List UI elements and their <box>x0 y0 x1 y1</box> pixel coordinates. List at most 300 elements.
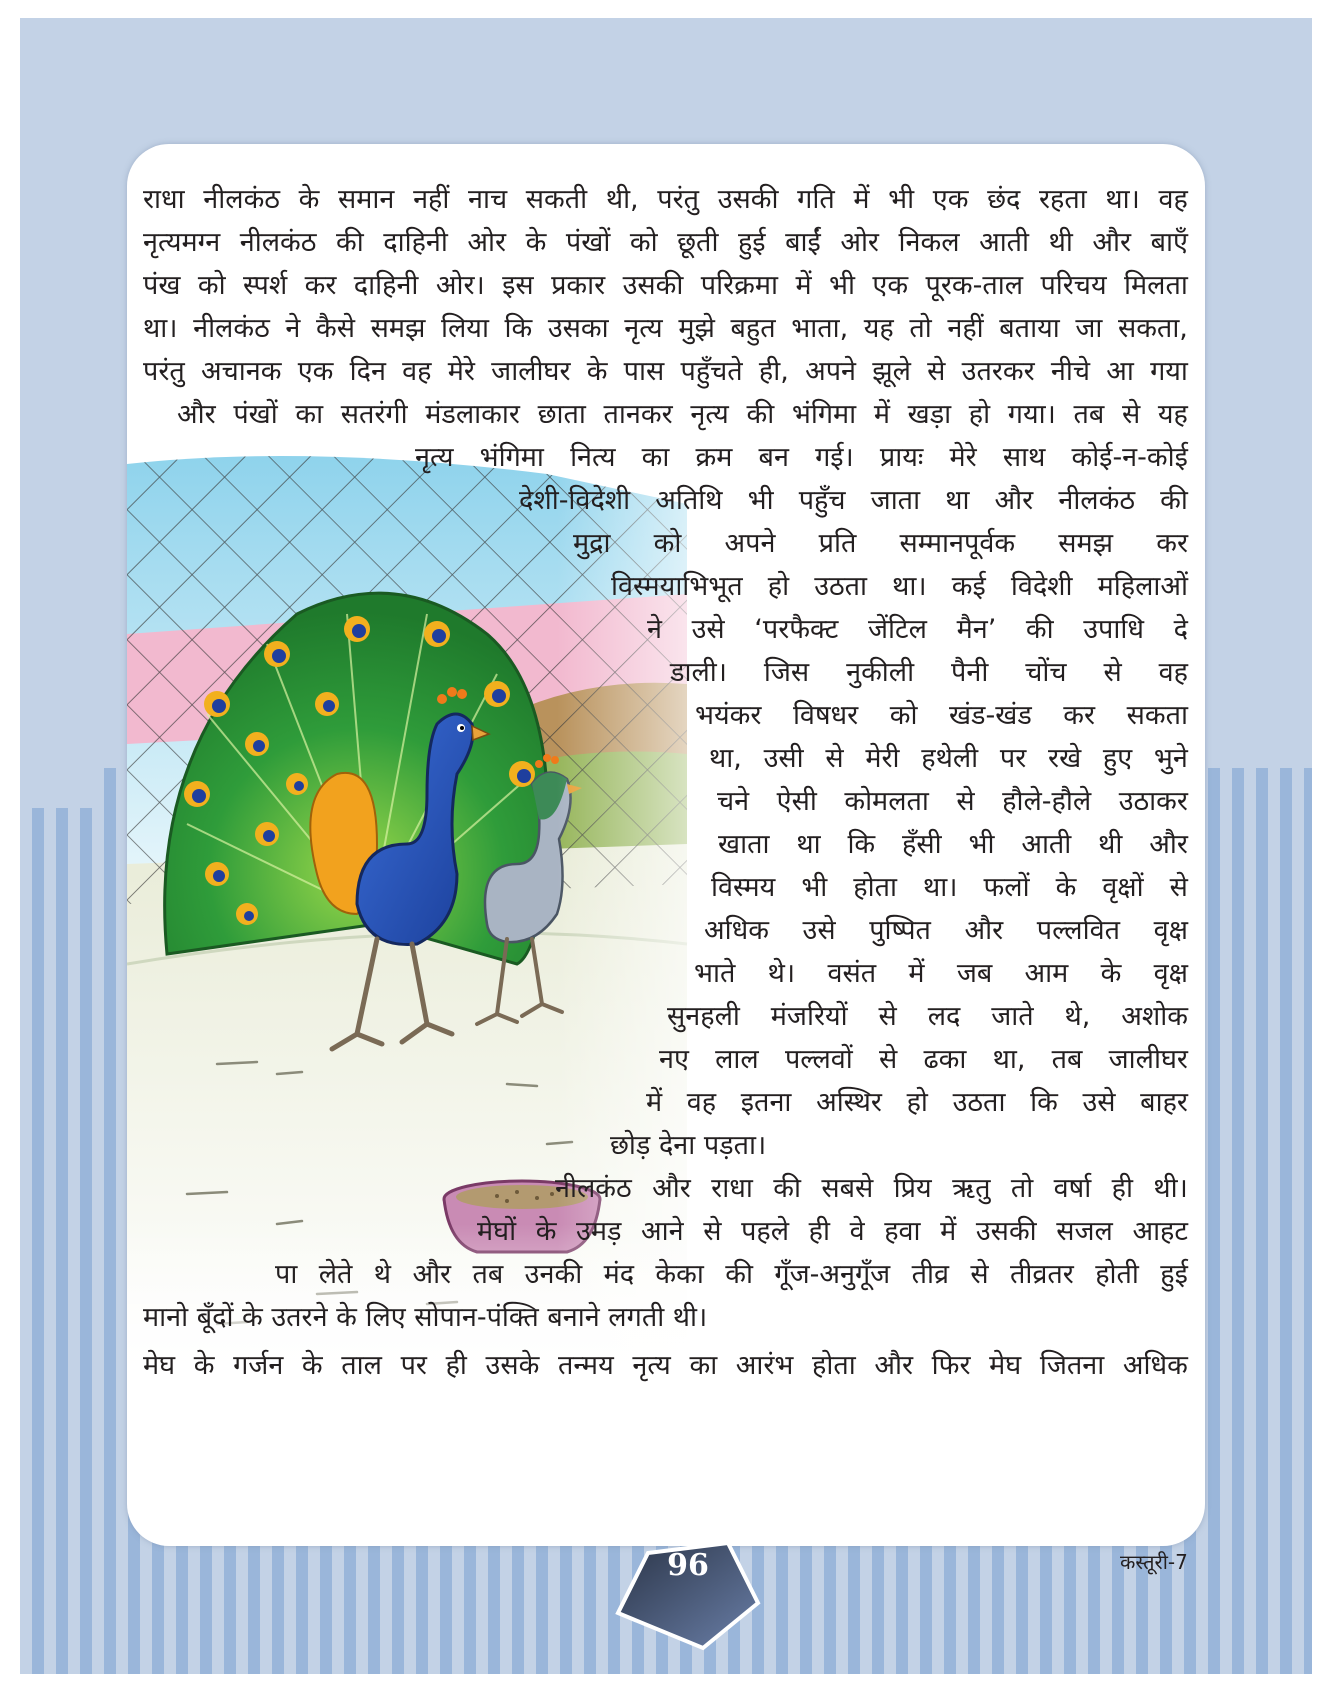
word: पहले <box>741 1216 790 1247</box>
word: हौले-हौले <box>1002 786 1092 817</box>
word: कर <box>1063 700 1096 731</box>
word: दाहिनी <box>353 270 419 301</box>
word: से <box>970 1259 989 1290</box>
word: प्रकार <box>551 270 606 301</box>
word: नीलकंठ <box>203 184 280 215</box>
word: को <box>889 700 918 731</box>
text-line <box>704 909 1188 953</box>
word: जेंटिल <box>868 614 927 645</box>
word: परंतु <box>143 356 185 387</box>
word: नित्य <box>570 442 616 473</box>
word: होती <box>1095 1259 1139 1290</box>
word: हवा <box>884 1216 921 1247</box>
word: गया। <box>1007 399 1056 430</box>
word: था, <box>992 1044 1026 1075</box>
word: जिस <box>763 657 810 688</box>
word: में <box>908 958 925 989</box>
word: बाईं <box>785 227 821 258</box>
word: आरंभ <box>735 1350 794 1381</box>
word: यह <box>1157 399 1188 430</box>
word: बताया <box>999 313 1060 344</box>
text-line <box>718 823 1188 867</box>
word: मेघ <box>143 1350 176 1381</box>
word: और <box>994 485 1034 516</box>
word: ओर <box>467 227 507 258</box>
text-line <box>670 651 1188 695</box>
word: झूले <box>872 356 911 387</box>
word: सकता, <box>1117 313 1188 344</box>
word: नृत्यमग्न <box>143 227 221 258</box>
word: आहट <box>1132 1216 1188 1247</box>
word: थी। <box>1153 1173 1188 1204</box>
word: तब <box>1051 1044 1083 1075</box>
word: हो <box>906 1087 928 1118</box>
word: मेघ <box>989 1350 1022 1381</box>
word: से <box>1121 399 1141 430</box>
word: दिन <box>349 356 386 387</box>
word: आने <box>641 1216 684 1247</box>
word: कर <box>1156 528 1188 559</box>
word: मेरे <box>949 442 977 473</box>
word: तो <box>1010 1173 1034 1204</box>
word: विषधर <box>792 700 859 731</box>
word: तीव्रतर <box>1010 1259 1074 1290</box>
word: नीलकंठ <box>193 313 270 344</box>
word: फिर <box>931 1350 971 1381</box>
word: नहीं <box>413 184 450 215</box>
wire-mesh-fence-icon <box>127 444 128 445</box>
text-line <box>143 221 1188 265</box>
word: होता <box>812 1350 856 1381</box>
word: के <box>1100 958 1122 989</box>
word: ढका <box>923 1044 967 1075</box>
word: मुद्रा <box>573 528 611 559</box>
word: तन्मय <box>557 1350 614 1381</box>
word: नृत्य <box>415 442 454 473</box>
text-line: मानो बूँदों के उतरने के लिए सोपान-पंक्ति बनाने लगती थी। <box>143 1302 708 1333</box>
word: बाएँ <box>1150 227 1188 258</box>
word: मंद <box>603 1259 635 1290</box>
word: परिक्रमा <box>700 270 779 301</box>
word: ही <box>445 1350 467 1381</box>
word: से <box>825 743 844 774</box>
word: छंद <box>987 184 1021 215</box>
word: था <box>945 485 970 516</box>
word: नृत्य <box>632 1350 671 1381</box>
word: पर <box>400 1350 427 1381</box>
word: कोमलता <box>844 786 929 817</box>
word: पास <box>623 356 665 387</box>
word: प्रिय <box>893 1173 932 1204</box>
text-line <box>143 307 1188 351</box>
word: ने <box>647 614 662 645</box>
word: विदेशी <box>1010 571 1073 602</box>
word: थी <box>1048 227 1073 258</box>
word: राधा <box>143 184 185 215</box>
word: की <box>335 227 364 258</box>
page-number: 96 <box>667 1548 709 1583</box>
word: और <box>412 1259 452 1290</box>
word: गति <box>797 184 835 215</box>
word: पंखों <box>565 227 611 258</box>
word: के <box>535 1216 557 1247</box>
word: और <box>1092 227 1132 258</box>
word: तानकर <box>603 399 673 430</box>
word: साथ <box>1002 442 1046 473</box>
word: पहुँचते <box>680 356 743 387</box>
word: का <box>295 399 324 430</box>
word: नहीं <box>947 313 984 344</box>
word: फलों <box>983 872 1030 903</box>
word: थे। <box>767 958 796 989</box>
word: तो <box>909 313 932 344</box>
word: नृत्य <box>690 399 729 430</box>
word: हुई <box>737 227 766 258</box>
word: वे <box>849 1216 865 1247</box>
text-line <box>143 178 1188 222</box>
word: एक <box>932 184 969 215</box>
word: वृक्ष <box>1153 915 1188 946</box>
text-line <box>477 1210 1188 1254</box>
word: उसी <box>763 743 804 774</box>
word: कि <box>1030 1087 1058 1118</box>
word: परंतु <box>657 184 700 215</box>
word: उसके <box>485 1350 540 1381</box>
word: वृक्षों <box>1102 872 1144 903</box>
word: रखे <box>1048 743 1082 774</box>
word: मैन’ <box>956 614 997 645</box>
word: हथेली <box>921 743 979 774</box>
word: नाच <box>468 184 508 215</box>
word: वृक्ष <box>1153 958 1188 989</box>
word: केका <box>655 1259 704 1290</box>
word: से <box>927 356 946 387</box>
word: नीचे <box>1050 356 1091 387</box>
word: के <box>1055 872 1077 903</box>
word: लिया <box>440 313 489 344</box>
word: अचानक <box>201 356 282 387</box>
word: ओर <box>840 227 879 258</box>
word: ही, <box>758 356 789 387</box>
word: उठता <box>952 1087 1006 1118</box>
word: बाहर <box>1140 1087 1188 1118</box>
word: उमड़ <box>576 1216 622 1247</box>
word: और <box>1149 829 1188 860</box>
word: अधिक <box>1122 1350 1188 1381</box>
word: और <box>964 915 1004 946</box>
word: भंगिमा <box>791 399 857 430</box>
word: अधिक <box>704 915 769 946</box>
word: जाता <box>870 485 921 516</box>
word: तब <box>1073 399 1105 430</box>
word: ‘परफैक्ट <box>754 614 839 645</box>
text-line <box>695 694 1188 738</box>
word: पहुँच <box>798 485 846 516</box>
word: एक <box>872 270 909 301</box>
word: थे, <box>1064 1001 1091 1032</box>
word: नृत्य <box>624 313 663 344</box>
word: छाता <box>537 399 586 430</box>
word: और <box>652 1173 691 1204</box>
word: था, <box>709 743 742 774</box>
word: समझ <box>1058 528 1114 559</box>
word: नीलकंठ <box>1058 485 1136 516</box>
word: जालीघर <box>1108 1044 1188 1075</box>
word: मंडलाकार <box>425 399 520 430</box>
text-line <box>573 522 1188 566</box>
word: तीव्र <box>911 1259 949 1290</box>
text-line <box>415 436 1188 480</box>
word: एक <box>297 356 334 387</box>
word: सजल <box>1056 1216 1113 1247</box>
word: दे <box>1173 614 1188 645</box>
text-line <box>555 1167 1188 1211</box>
text-line <box>177 393 1188 437</box>
text-line <box>694 952 1188 996</box>
text-line <box>611 565 1188 609</box>
word: पंखों <box>233 399 278 430</box>
text-line <box>143 1344 1188 1388</box>
word: गर्जन <box>233 1350 284 1381</box>
word: सबसे <box>821 1173 874 1204</box>
word: थी <box>1098 829 1123 860</box>
word: हो <box>767 571 790 602</box>
word: हुए <box>1102 743 1133 774</box>
word: भी <box>888 184 915 215</box>
word: वह <box>1158 657 1188 688</box>
word: आम <box>1024 958 1069 989</box>
word: पंख <box>143 270 181 301</box>
textbook-page <box>20 18 1312 1674</box>
word: वह <box>402 356 432 387</box>
word: में <box>853 184 870 215</box>
word: से <box>956 786 975 817</box>
word: उसकी <box>622 270 684 301</box>
word: और <box>874 1350 914 1381</box>
word: गया <box>1150 356 1188 387</box>
text-line <box>709 737 1188 781</box>
content-card <box>127 144 1205 1546</box>
text-line <box>143 350 1188 394</box>
word: कि <box>504 313 533 344</box>
word: था <box>796 829 821 860</box>
word: अपने <box>805 356 857 387</box>
word: लेते <box>318 1259 353 1290</box>
text-line <box>275 1253 1188 1297</box>
word: से <box>878 1001 897 1032</box>
word: डाली। <box>670 657 727 688</box>
word: भी <box>829 270 855 301</box>
word: ही <box>808 1216 830 1247</box>
word: भाते <box>694 958 736 989</box>
word: मेरी <box>865 743 900 774</box>
word: राधा <box>711 1173 753 1204</box>
word: प्रायः <box>879 442 924 473</box>
word: से <box>878 1044 898 1075</box>
word: छूती <box>677 227 719 258</box>
word: आती <box>1021 829 1072 860</box>
word: ओर। <box>435 270 485 301</box>
word: रहता <box>1039 184 1087 215</box>
word: भी <box>968 829 995 860</box>
word: नए <box>659 1044 689 1075</box>
word: वह <box>686 1087 717 1118</box>
word: था। <box>922 872 958 903</box>
word: भी <box>747 485 774 516</box>
word: ने <box>285 313 301 344</box>
word: के <box>586 356 608 387</box>
word: आती <box>979 227 1030 258</box>
word: में <box>873 399 890 430</box>
text-line <box>646 1081 1188 1125</box>
word: स्पर्श <box>242 270 288 301</box>
word: लद <box>927 1001 961 1032</box>
word: इस <box>502 270 534 301</box>
word: कि <box>847 829 876 860</box>
word: अपने <box>724 528 776 559</box>
word: भंगिमा <box>479 442 544 473</box>
word: ही <box>1111 1173 1134 1204</box>
word: क्रम <box>695 442 733 473</box>
word: की <box>1160 485 1188 516</box>
word: और <box>177 399 216 430</box>
word: उसे <box>1082 1087 1116 1118</box>
word: का <box>641 442 670 473</box>
word: हँसी <box>902 829 942 860</box>
word: उसकी <box>975 1216 1037 1247</box>
word: तब <box>472 1259 504 1290</box>
word: मंजरियों <box>770 1001 848 1032</box>
word: पा <box>275 1259 298 1290</box>
text-line: छोड़ देना पड़ता। <box>610 1130 767 1161</box>
word: सम्मानपूर्वक <box>899 528 1016 559</box>
word: उसका <box>547 313 609 344</box>
word: हुई <box>1160 1259 1188 1290</box>
word: उनकी <box>524 1259 583 1290</box>
word: विस्मयाभिभूत <box>611 571 743 602</box>
word: जब <box>956 958 993 989</box>
word: पल्लवित <box>1036 915 1120 946</box>
text-line <box>659 1038 1188 1082</box>
word: लाल <box>715 1044 759 1075</box>
word: में <box>795 270 812 301</box>
word: के <box>525 227 547 258</box>
word: कर <box>304 270 337 301</box>
word: का <box>689 1350 718 1381</box>
word: कई <box>951 571 986 602</box>
text-line <box>667 995 1188 1039</box>
word: खाता <box>718 829 770 860</box>
word: उपाधि <box>1083 614 1144 645</box>
word: की <box>746 399 775 430</box>
word: जाते <box>991 1001 1034 1032</box>
word: के <box>301 1350 323 1381</box>
text-line <box>519 479 1188 523</box>
word: जालीघर <box>491 356 571 387</box>
word: समझ <box>370 313 426 344</box>
word: को <box>629 227 658 258</box>
text-line <box>717 780 1188 824</box>
word: मेरे <box>447 356 475 387</box>
word: को <box>653 528 682 559</box>
word: पैनी <box>951 657 989 688</box>
word: आ <box>1106 356 1134 387</box>
text-line <box>143 264 1188 308</box>
book-title: कस्तूरी-7 <box>1120 1550 1188 1574</box>
word: पर <box>999 743 1027 774</box>
word: होता <box>853 872 897 903</box>
word: इतना <box>740 1087 792 1118</box>
word: पुष्पित <box>869 915 931 946</box>
background-shape <box>20 748 100 808</box>
word: चोंच <box>1025 657 1067 688</box>
word: मुझे <box>678 313 715 344</box>
word: थे <box>373 1259 392 1290</box>
word: विस्मय <box>711 872 776 903</box>
word: से <box>1103 657 1122 688</box>
word: भयंकर <box>695 700 762 731</box>
word: हो <box>968 399 991 430</box>
word: अस्थिर <box>816 1087 882 1118</box>
word: भुने <box>1153 743 1188 774</box>
word: उतरकर <box>961 356 1035 387</box>
word: अतिथि <box>655 485 723 516</box>
word: में <box>646 1087 663 1118</box>
word: था। <box>1105 184 1140 215</box>
word: महिलाओं <box>1097 571 1188 602</box>
word: परिचय <box>1040 270 1107 301</box>
word: में <box>940 1216 957 1247</box>
word: गूँज-अनुगूँज <box>774 1259 891 1290</box>
word: पूरक-ताल <box>925 270 1024 301</box>
word: सकती <box>525 184 588 215</box>
word: से <box>1169 872 1188 903</box>
word: यह <box>863 313 894 344</box>
word: नीलकंठ <box>555 1173 632 1204</box>
word: चने <box>717 786 750 817</box>
word: वर्षा <box>1053 1173 1092 1204</box>
word: ताल <box>341 1350 382 1381</box>
word: सुनहली <box>667 1001 740 1032</box>
text-line <box>711 866 1188 910</box>
word: देशी-विदेशी <box>519 485 631 516</box>
word: बहुत <box>730 313 776 344</box>
word: भाता, <box>791 313 849 344</box>
word: भी <box>801 872 828 903</box>
text-line <box>647 608 1188 652</box>
word: निकल <box>898 227 960 258</box>
word: था। <box>892 571 927 602</box>
word: से <box>703 1216 722 1247</box>
word: सतरंगी <box>340 399 408 430</box>
word: नीलकंठ <box>239 227 317 258</box>
word: अशोक <box>1121 1001 1188 1032</box>
word: पल्लवों <box>784 1044 853 1075</box>
word: की <box>1025 614 1054 645</box>
word: बन <box>758 442 789 473</box>
word: कैसे <box>315 313 355 344</box>
word: उसकी <box>717 184 779 215</box>
word: गई। <box>815 442 854 473</box>
word: उसे <box>802 915 836 946</box>
word: मिलता <box>1124 270 1188 301</box>
word: की <box>773 1173 801 1204</box>
word: ऋतु <box>952 1173 991 1204</box>
word: समान <box>338 184 395 215</box>
word: उठता <box>814 571 868 602</box>
word: था। <box>143 313 178 344</box>
word: के <box>193 1350 215 1381</box>
